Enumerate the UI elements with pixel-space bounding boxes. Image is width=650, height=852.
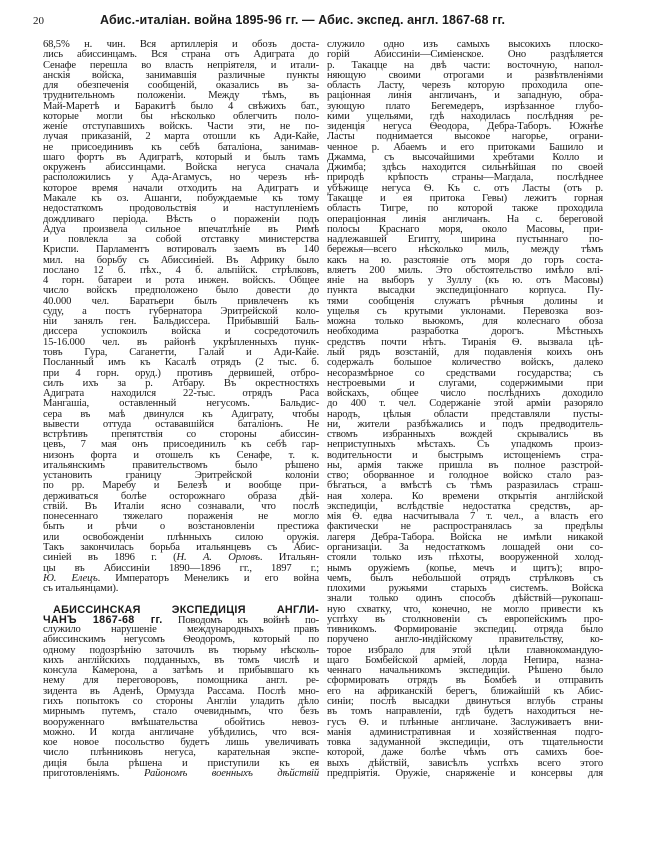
text-line: ни, жители разбѣжались и подъ предводитель- [327,418,603,430]
text-line: убѣжище негуса Ѳ. Къ с. отъ Ласты (отъ р. [327,182,603,194]
text-segment: Поводомъ къ войнѣ по- [162,614,319,626]
text-line: ченнаго начальникомъ экспедиціи. Рѣшено было [327,665,603,677]
text-line: кими ущельями, гдѣ находилась послѣдняя ре- [327,110,603,122]
text-line: бережья—всего нѣсколько миль, между тѣмъ [327,244,603,256]
article-heading: ЧАНЪ 1867-68 гг. [43,613,163,626]
text-segment: съ итальянцами). [43,583,119,595]
text-line: 4 горн. батареи и рота инжен. войскъ. Общее [43,275,319,287]
text-line: ніи занялъ ген. Бальдиссера. Прибывшій Баль- [43,316,319,328]
text-line: Посланный имъ къ Касалѣ отрядъ (2 тыс. б. [43,357,319,369]
text-line: средствъ почти нѣтъ. Тиранія Ѳ. вызвала цѣ- [327,336,603,348]
text-segment: синіей въ 1896 г. ( [43,552,177,564]
text-line: горій Абиссиніи—Симіенское. Оно раздѣляется [327,49,603,61]
text-line: синіи; послѣ высадки двинуться вглубь страны [327,696,603,707]
text-line: вывести оттуда остававшійся баталіонъ. Не [43,418,319,430]
text-line: организаціи. За недостаткомъ лошадей они со- [327,542,603,554]
text-line: 15-16.000 чел. въ районѣ укрѣпленныхъ пунк- [43,336,319,348]
text-line: быть и рѣчи о возстановленіи престижа [43,521,319,533]
text-line: при 4 горн. оруд.) противъ дервишей, отбро- [43,367,319,379]
italic-text: Ю. Елецъ [43,572,98,584]
text-line: Мангашіа, оставленный негусомъ. Бальдис- [43,398,319,410]
text-line: нымъ оружіемъ (копье, мечъ и щитъ); впро- [327,562,603,574]
text-line: плохими ружьями старыхъ системъ. Войска [327,583,603,595]
text-line: кихъ англійскихъ подданныхъ, въ томъ числѣ и [43,654,319,666]
page-number: 20 [33,15,44,27]
text-line: стояли только изъ пѣхоты, вооруженной холод- [327,552,603,564]
text-line [43,584,319,594]
text-line: фактически не распространялась за предѣлы [327,521,603,533]
text-line: которое время начали отходить на Адигратъ и [43,182,319,194]
text-line: надлежавшей Египту, ширина пустыннаго по- [327,234,603,246]
text-line: вляетъ 200 миль. Это обстоятельство имѣло влі- [327,264,603,276]
text-line: нему для переговоровъ, помощника англ. ре- [43,675,319,687]
text-line: народъ, цѣлыя области представляли пусты- [327,408,603,420]
text-line: зующую плато Бегемедеръ, изрѣзанное глубо- [327,100,603,112]
text-line: яніе на выборъ у Зуллу (къ ю. отъ Масовы) [327,275,603,287]
text-line: лись абиссинцамъ. Вся страна отъ Адиграта до [43,49,319,61]
text-line: ную схватку, что, конечно, не могло привести къ [327,603,603,615]
text-line: сера въ маѣ двинулся къ Адиграту, чтобы [43,408,319,420]
text-line: ство; оборванное и голодное войско стало раз- [327,470,603,482]
text-line: няющую своими отрогами и развѣтвленіями [327,69,603,81]
text-line: Ласты поднимается высокое нагорье, ограни- [327,131,603,143]
text-line: шаго фортъ въ Адигратѣ, который и былъ тамъ [43,151,319,163]
text-line: ны, армія также пришла въ полное разстрой- [327,459,603,471]
text-line [43,769,319,779]
text-line: Джимба; здѣсь находится сильнѣйшая по своей [327,162,603,174]
text-line: полосы Краснаго моря, около Масовы, при- [327,223,603,235]
text-line: мія Ѳ. едва насчитывала 7 т. чел., а власть его [327,511,603,523]
text-line: выхъ дѣйствій, зависѣлъ успѣхъ всего этого [327,757,603,769]
text-line: абиссинскимъ негусомъ Ѳеодоромъ, который по [43,634,319,646]
text-line: понесеннаго тяжелаго пораженія не могло [43,511,319,523]
text-line: манія административная и хозяйственная подго- [327,726,603,738]
text-line: ченное р. Абаемъ и его притоками Башило и [327,141,603,153]
text-line: итальянскимъ правительствомъ было рѣшено [43,459,319,471]
text-line: консула Камерона, а затѣмъ и прибывшаго къ [43,665,319,677]
text-line: знали только одинъ способъ дѣйствій—рукопаш- [327,593,603,605]
text-line: мил. на борьбу съ Абиссиніей. Въ Африку было [43,254,319,266]
text-line: торое избрало для этой цѣли главнокомандую- [327,644,603,656]
text-line: недостаткомъ продовольствія и наступленіемъ [43,203,319,215]
text-line: и повлекла за собой отставку министерства [43,234,319,246]
text-line: для обезпеченія сообщеній, оказались въ за- [43,80,319,92]
text-line: нестроевыми и слугами, содержимыми при [327,377,603,389]
text-line: природѣ крѣпость страны—Магдала, послѣднее [327,172,603,184]
text-line: водительности и быстрымъ истощеніемъ стра- [327,449,603,461]
text-line: въ томъ направленіи, гдѣ будетъ находиться не- [327,706,603,718]
text-line: по рр. Маребу и Белезѣ и вообще при- [43,480,319,492]
text-line: окруженъ абиссинцами. Войска негуса сначала [43,162,319,174]
text-line: дождливаго періода. Вѣсть о пораженіи подъ [43,213,319,225]
text-line: лагеря Дебра-Табора. Войска не имѣли никакой [327,531,603,543]
text-line: гихъ попытокъ со стороны Англіи уладить дѣло [43,696,319,707]
text-line: щаго Бомбейской арміей, лорда Непира, назна- [327,654,603,666]
text-line: тивникомъ. Формированіе экспедиц. отряда было [327,624,603,636]
text-line: область Тигре, по которой также проходила [327,203,603,215]
text-line: ущелья съ крутыми уклонами. Перевозка воз- [327,305,603,317]
text-line: содержалъ большое количество войскъ, далеко [327,357,603,369]
text-line: его на африканскій берегъ, ближайшій къ Абис- [327,685,603,697]
text-line: лый рядъ возстаній, для подавленія коихъ онъ [327,346,603,358]
text-line: труднительномъ положеніи. Между тѣмъ, въ [43,90,319,102]
text-line: ная холера. Ко времени открытія англійской [327,490,603,502]
text-line: или освобожденіи плѣнныхъ силою оружія. [43,531,319,543]
text-line: цевъ, 7 мая онъ присоединилъ къ себѣ гар- [43,439,319,451]
text-line: товъ Гура, Саганетти, Галай и Ади-Кайе. [43,346,319,358]
text-line: гусъ Ѳ. и плѣнные англичане. Заслуживаетъ вни- [327,716,603,728]
text-line: Такъ закончилась борьба итальянцевъ съ Абис- [43,542,319,554]
left-text-column [43,40,319,779]
text-line: экспедиціи, вслѣдствіе недостатка средствъ, ар- [327,500,603,512]
text-line: неприступныхъ мѣстахъ. Съ упадкомъ произ- [327,439,603,451]
text-line: до 400 т. чел. Содержаніе этой арміи разоряло [327,398,603,410]
text-line: ствомъ избранныхъ вождей скрывались въ [327,429,603,441]
text-line: число плѣнниковъ негуса, карательная экспе- [43,747,319,759]
text-line: войскахъ, общее число послѣднихъ доходило [327,388,603,400]
text-line: расположились у Ада-Агамусъ, но черезъ нѣ- [43,172,319,184]
text-line: операціонная линія англичанъ. На с. береговой [327,213,603,225]
text-line: одному подозрѣнію заточилъ въ тюрьму нѣсколь- [43,644,319,656]
text-line: предпріятія. Оружіе, снаряженіе и консервы для [327,767,603,779]
text-line: вооруженнаго вмѣшательства обойтись невоз- [43,716,319,728]
right-text-column [327,40,603,779]
text-line: Макале къ оз. Ашанги, побуждаемые къ тому [43,192,319,204]
text-line: чемъ, былъ небольшой отрядъ стрѣлковъ съ [327,572,603,584]
text-line: успѣху въ столкновеніи съ европейскимъ про- [327,613,603,625]
text-line: ствій. Въ Италіи ясно сознавали, что послѣ [43,500,319,512]
text-line: товка задуманной экспедиціи, отъ тщательности [327,737,603,749]
text-line: бѣгаться, а вмѣстѣ съ тѣмъ разразилась страш- [327,480,603,492]
text-line: силъ ихъ за р. Атбару. Въ окрестностяхъ [43,377,319,389]
text-line: женіе отступавшихъ войскъ. Части эти, не по- [43,121,319,133]
text-line: цы въ Абиссиніи 1890—1896 гг., 1897 г.; [43,562,319,574]
text-line [43,553,319,563]
text-line: сформировать отрядъ въ Бомбеѣ и отправить [327,675,603,687]
text-line: Адуа произвела сильное впечатлѣніе въ Римѣ [43,223,319,235]
text-line: держиваться болѣе осторожнаго образа дѣй- [43,490,319,502]
text-line: можно. И когда англичане убѣдились, что вся- [43,726,319,738]
text-line: анскія войска, занимавшія различные пункты [43,69,319,81]
text-segment: . Императоръ Менеликъ и его война [97,572,319,584]
text-line: Криспи. Парламентъ вотировалъ заемъ въ 140 [43,244,319,256]
text-line: поручено англо-индійскому правительству, ко- [327,634,603,646]
text-line: Сенафе перешла во власть непріятеля, и итали- [43,59,319,71]
text-line: Май-Маретѣ и Баракитѣ было 4 свѣжихъ бат., [43,100,319,112]
italic-text: Райономъ военныхъ дѣйствій [144,767,319,779]
text-line: служило одно изъ самыхъ высокихъ плоско- [327,39,603,50]
text-line: Адиграта находился 22-тыс. отрядъ Раса [43,388,319,400]
text-line: кое новое посольство будетъ лишь увеличивать [43,737,319,749]
text-line: число войскъ предположено было довести до [43,285,319,297]
text-line: не присоединивъ къ себѣ баталіона, занимав- [43,141,319,153]
text-line: низонъ форта и отошелъ къ Сенафе, т. к. [43,449,319,461]
text-line: пункта высадки экспедиціоннаго корпуса. Пу- [327,285,603,297]
text-line: Такацце и ея притока Гевы) лежитъ горная [327,192,603,204]
text-line: 68,5% н. чин. Вся артиллерія и обозъ доста- [43,39,319,50]
text-line: раціонная линія англичанъ, и западную, обра- [327,90,603,102]
text-line: служило нарушеніе международныхъ правъ [43,624,319,636]
text-line: тями сообщенія служатъ рѣчныя долины и [327,295,603,307]
text-line: необходима разработка дорогъ. Мѣстныхъ [327,326,603,338]
text-line: которой, даже болѣе чѣмъ отъ самихъ бое- [327,747,603,759]
text-line: диція была рѣшена и приступили къ ея [43,757,319,769]
text-segment: приготовленіямъ. [43,767,145,779]
text-line: зиденція негуса Ѳеодора, Дебра-Таборъ. Южнѣе [327,121,603,133]
italic-text: Н. А. Орловъ [176,552,260,564]
text-line: можна только вьюкомъ, для колеснаго обоза [327,316,603,328]
text-line: встрѣтивъ препятствія со стороны абиссин- [43,429,319,441]
text-line: послано 12 б. пѣх., 4 б. альпійск. стрѣлковъ, [43,264,319,276]
text-line: суду, а постъ губернатора Эритрейской коло- [43,305,319,317]
text-line: которые могли бы нѣсколько облегчить поло- [43,110,319,122]
text-line: область Ласту, черезъ которую проходила опе- [327,80,603,92]
article-heading: АБИССИНСКАЯ ЭКСПЕДИЦІЯ АНГЛИ- [53,603,319,616]
text-line: какъ на ю. разстояніе отъ моря до горъ соста- [327,254,603,266]
text-line: несоразмѣрное со средствами государства; съ [327,367,603,379]
text-line: мирнымъ путемъ, стало очевиднымъ, что безъ [43,706,319,718]
text-line: зидента въ Аденѣ, Ормузда Рассама. Послѣ мно- [43,685,319,697]
text-line: лучая приказаній, 2 марта отошли къ Ади-Кайе, [43,131,319,143]
running-title: Абис.-италіан. война 1895-96 гг. — Абис. экспед. англ. 1867-68 гг. [100,13,506,27]
text-line: установить границу Эритрейской колоніи [43,470,319,482]
text-line: диссера успокоилъ войска и сосредоточилъ [43,326,319,338]
text-line: 40.000 чел. Баратьери былъ привлеченъ къ [43,295,319,307]
text-segment: . Итальян- [259,552,319,564]
text-line: Джамма, съ высочайшими хребтами Колло и [327,151,603,163]
text-line: р. Такацце на двѣ части: восточную, напол- [327,59,603,71]
